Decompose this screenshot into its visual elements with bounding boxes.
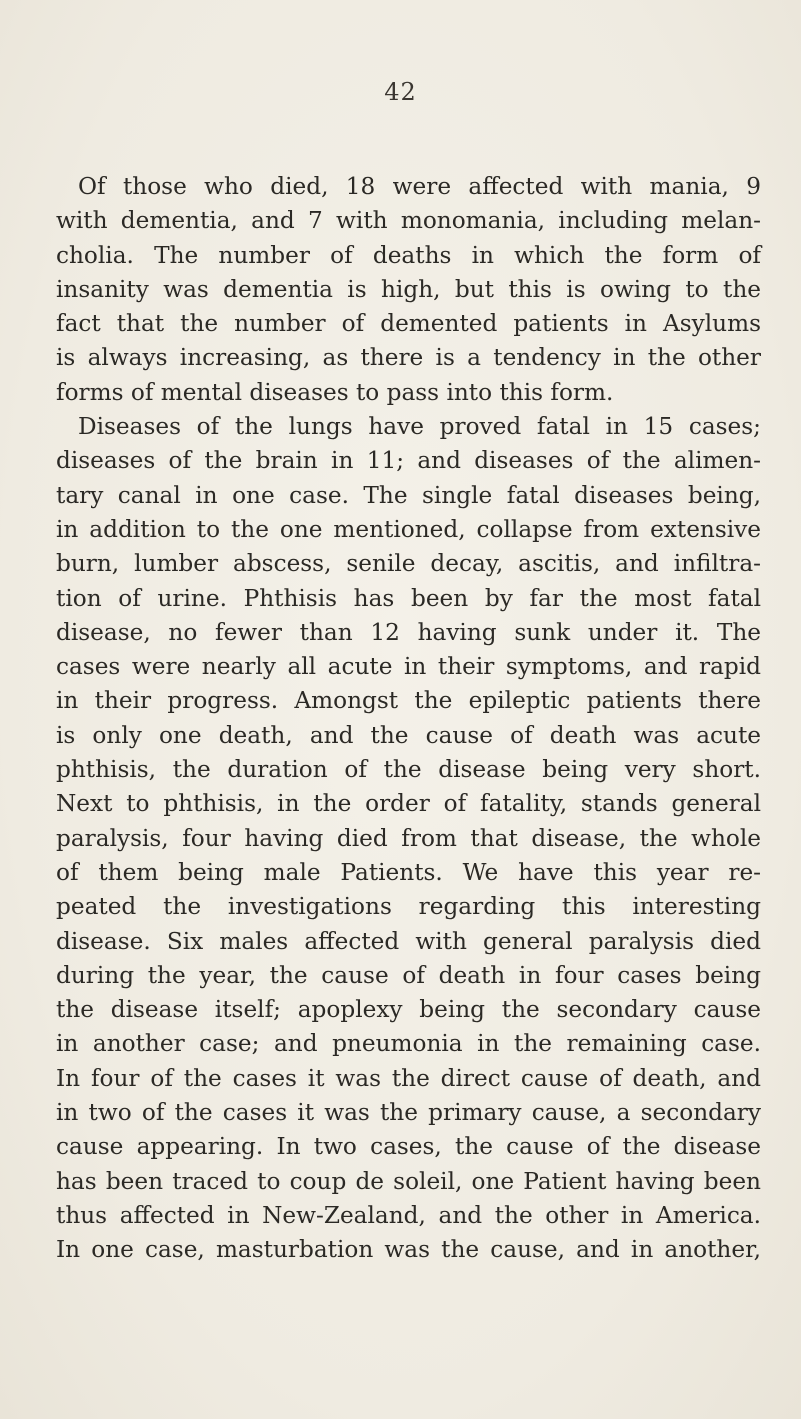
text-line: cases were nearly all acute in their symptoms, and rapid [56,653,761,681]
text-line: in addition to the one mentioned, collapse from extensive [56,515,761,543]
text-line: thus affected in New-Zealand, and the other in America. [56,1201,761,1229]
text-line: In one case, masturbation was the cause, and in another, [56,1236,761,1264]
text-line: disease, no fewer than 12 having sunk under it. The [56,618,761,646]
text-line: fact that the number of demented patients in Asylums [56,310,761,338]
text-line: forms of mental diseases to pass into this form. [56,378,614,406]
text-line: is only one death, and the cause of death was acute [56,721,761,749]
text-line: is always increasing, as there is a tendency in the other [56,344,761,372]
text-line: burn, lumber abscess, senile decay, ascitis, and infiltra- [56,550,761,578]
text-line: peated the investigations regarding this interesting [56,893,761,921]
text-line: with dementia, and 7 with monomania, including melan- [56,207,761,235]
text-line: insanity was dementia is high, but this is owing to the [56,275,761,303]
text-line: phthisis, the duration of the disease being very short. [56,756,761,784]
text-line: tary canal in one case. The single fatal diseases being, [56,481,761,509]
text-line: the disease itself; apoplexy being the secondary cause [56,996,761,1024]
text-line: tion of urine. Phthisis has been by far the most fatal [56,584,761,612]
page-number: 42 [384,78,417,106]
text-line: cholia. The number of deaths in which the form of [56,241,761,269]
text-line: Next to phthisis, in the order of fatality, stands general [56,790,761,818]
text-line: during the year, the cause of death in four cases being [56,961,761,989]
text-line: has been traced to coup de soleil, one Patient having been [56,1167,761,1195]
text-line: in another case; and pneumonia in the remaining case. [56,1030,761,1058]
text-line: Diseases of the lungs have proved fatal in 15 cases; [78,413,761,441]
text-line: of them being male Patients. We have this year re- [56,858,761,886]
text-line: in two of the cases it was the primary cause, a secondary [56,1099,761,1127]
text-line: disease. Six males affected with general paralysis died [56,927,761,955]
text-line: Of those who died, 18 were affected with mania, 9 [78,173,761,200]
text-line: In four of the cases it was the direct cause of death, and [56,1064,761,1092]
text-line: paralysis, four having died from that disease, the whole [56,824,761,852]
body-text [56,170,761,1268]
text-line: cause appearing. In two cases, the cause of the disease [56,1133,761,1161]
text-line: diseases of the brain in 11; and diseases of the alimen- [56,447,761,475]
text-line: in their progress. Amongst the epileptic patients there [56,687,761,715]
